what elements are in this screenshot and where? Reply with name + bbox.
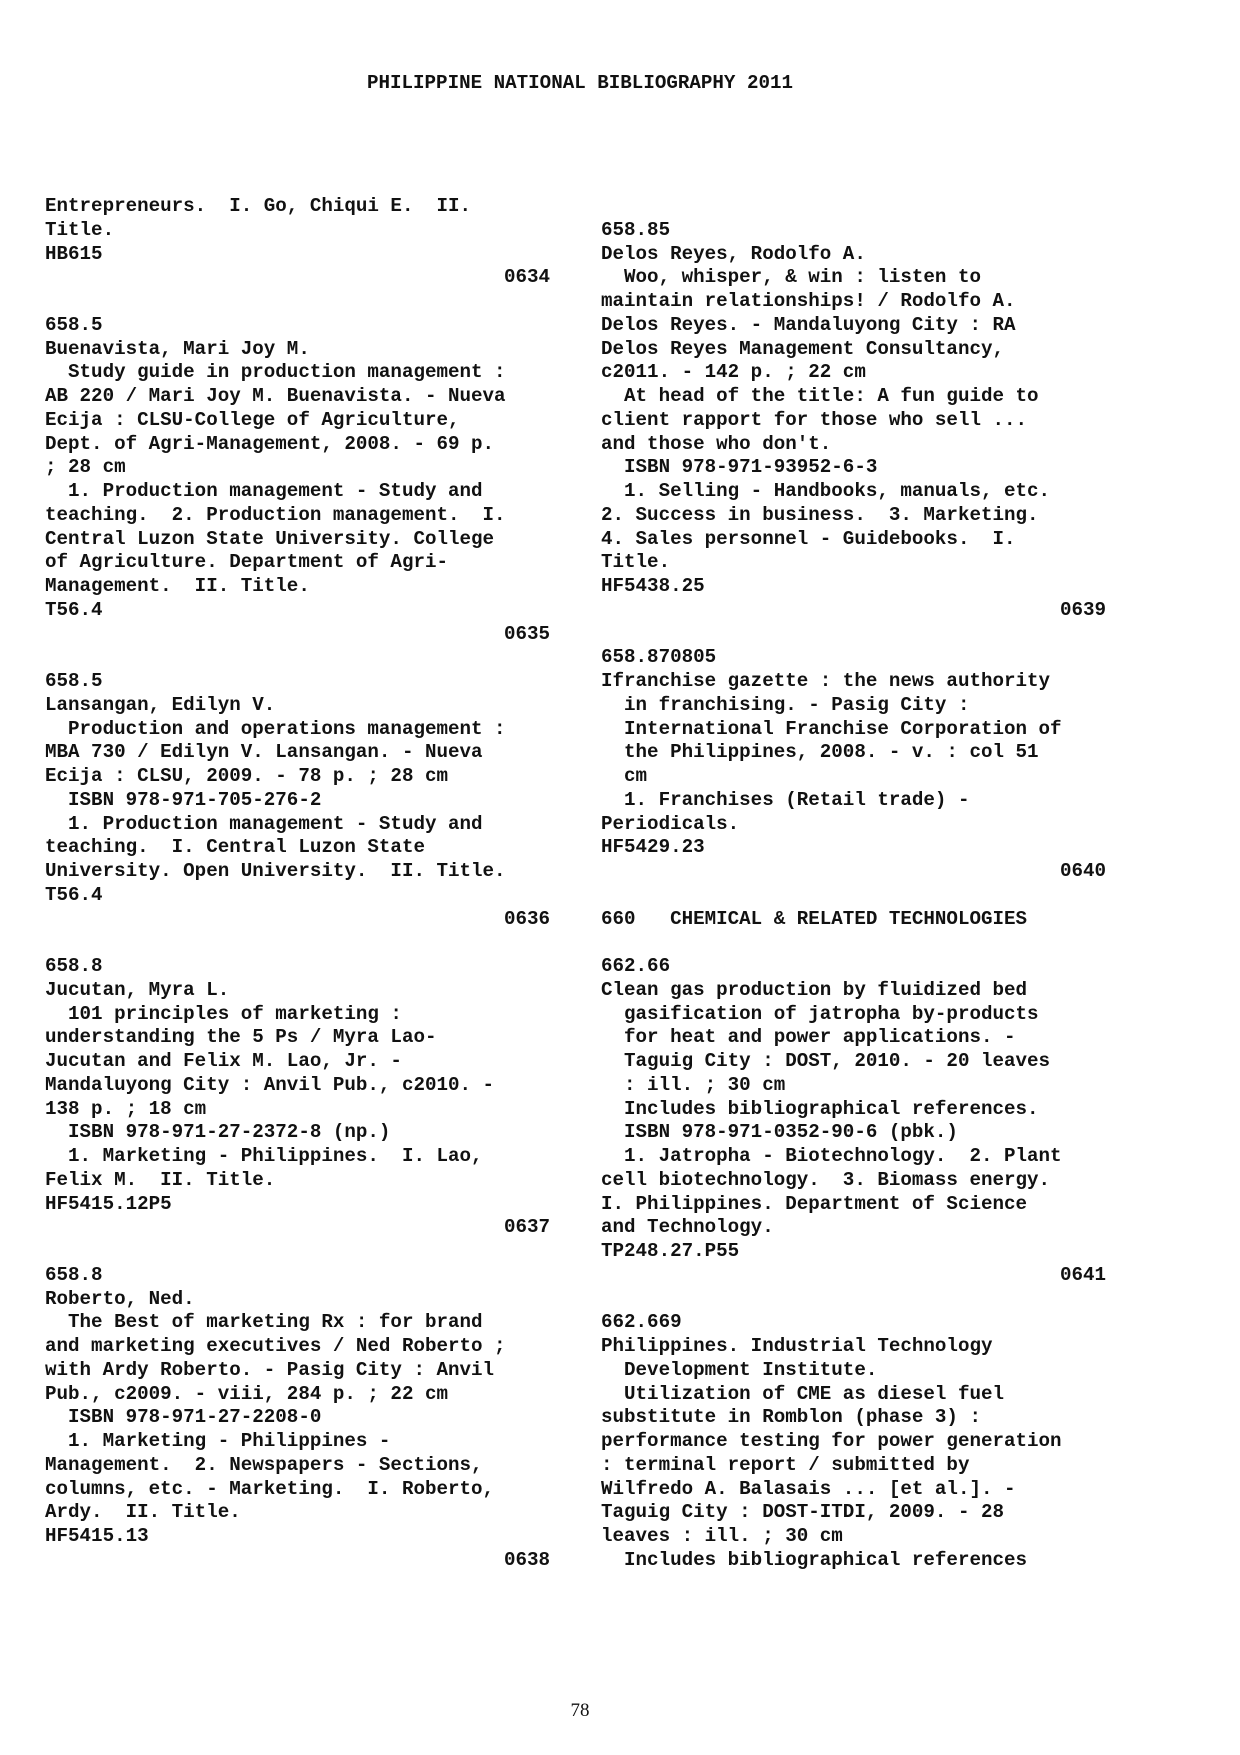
page-number: 78 — [570, 1700, 590, 1721]
text-line: Clean gas production by fluidized bed — [601, 978, 1028, 1001]
text-line: Jucutan and Felix M. Lao, Jr. - — [45, 1050, 402, 1072]
text-line: client rapport for those who sell ... — [601, 408, 1028, 431]
text-line: Jucutan, Myra L. — [45, 978, 230, 1001]
text-line: c2011. - 142 p. ; 22 cm — [601, 361, 866, 384]
text-line: Management. 2. Newspapers - Sections, — [45, 1453, 483, 1476]
text-line: cm — [601, 765, 648, 787]
entry-number: 0639 — [1059, 598, 1106, 621]
text-line: At head of the title: A fun guide to — [601, 385, 1039, 407]
text-line: and those who don't. — [601, 432, 832, 455]
text-line: the Philippines, 2008. - v. : col 51 — [601, 741, 1039, 764]
text-line — [601, 195, 1106, 219]
text-line: 1. Marketing - Philippines - — [45, 1430, 391, 1452]
text-line: HF5415.13 — [45, 1525, 149, 1547]
text-line: ISBN 978-971-27-2208-0 — [45, 1406, 322, 1429]
entry-number: 0637 — [503, 1216, 550, 1239]
text-line: maintain relationships! / Rodolfo A. — [601, 290, 1016, 312]
text-line: Wilfredo A. Balasais ... [et al.]. - — [601, 1477, 1016, 1500]
text-line: Ifranchise gazette : the news authority — [601, 670, 1051, 692]
text-line: T56.4 — [45, 598, 103, 621]
text-line: teaching. 2. Production management. I. — [45, 503, 506, 526]
text-line: in franchising. - Pasig City : — [601, 693, 970, 716]
text-line: Ardy. II. Title. — [45, 1501, 241, 1524]
text-line: 658.5 — [45, 313, 103, 336]
entry-number: 0641 — [1059, 1263, 1106, 1286]
text-line: 660 CHEMICAL & RELATED TECHNOLOGIES — [601, 907, 1028, 930]
text-line: Taguig City : DOST, 2010. - 20 leaves — [601, 1050, 1051, 1072]
text-line: Philippines. Industrial Technology — [601, 1335, 993, 1357]
text-line: columns, etc. - Marketing. I. Roberto, — [45, 1477, 495, 1500]
text-line: 4. Sales personnel - Guidebooks. I. — [601, 527, 1016, 550]
text-line: Pub., c2009. - viii, 284 p. ; 22 cm — [45, 1382, 449, 1405]
text-line: : ill. ; 30 cm — [601, 1073, 786, 1096]
text-line: 658.85 — [601, 218, 671, 241]
text-line: 2. Success in business. 3. Marketing. — [601, 503, 1039, 526]
left-column — [45, 195, 550, 1573]
text-line — [45, 646, 550, 670]
text-line: ISBN 978-971-0352-90-6 (pbk.) — [601, 1121, 958, 1144]
text-line: 658.8 — [45, 1263, 103, 1286]
text-line: Includes bibliographical references — [601, 1548, 1028, 1571]
text-line: : terminal report / submitted by — [601, 1453, 970, 1476]
text-line: 1. Jatropha - Biotechnology. 2. Plant — [601, 1145, 1062, 1167]
text-line: and Technology. — [601, 1216, 774, 1239]
text-line: HF5415.12P5 — [45, 1192, 172, 1215]
text-line: Utilization of CME as diesel fuel — [601, 1382, 1005, 1405]
text-line: substitute in Romblon (phase 3) : — [601, 1406, 981, 1429]
text-line: HF5438.25 — [601, 575, 705, 597]
text-line: Dept. of Agri-Management, 2008. - 69 p. — [45, 432, 495, 455]
page-title: PHILIPPINE NATIONAL BIBLIOGRAPHY 2011 — [366, 72, 794, 94]
text-line: Taguig City : DOST-ITDI, 2009. - 28 — [601, 1501, 1005, 1524]
text-line: Roberto, Ned. — [45, 1287, 195, 1310]
text-line: ISBN 978-971-705-276-2 — [45, 788, 322, 811]
entry-number: 0635 — [503, 622, 550, 645]
text-line: Delos Reyes Management Consultancy, — [601, 337, 1005, 360]
text-line — [45, 1240, 550, 1264]
text-line: International Franchise Corporation of — [601, 717, 1062, 740]
text-line: leaves : ill. ; 30 cm — [601, 1525, 843, 1547]
text-line: 1. Production management - Study and — [45, 812, 483, 835]
text-line: T56.4 — [45, 883, 103, 906]
text-line: Study guide in production management : — [45, 361, 506, 384]
text-line: Title. — [601, 551, 671, 574]
text-line: 138 p. ; 18 cm — [45, 1097, 207, 1120]
text-line: ISBN 978-971-93952-6-3 — [601, 456, 878, 479]
text-line — [45, 290, 550, 314]
text-line: Entrepreneurs. I. Go, Chiqui E. II. — [45, 195, 472, 217]
text-line: and marketing executives / Ned Roberto ; — [45, 1335, 506, 1357]
entry-number: 0634 — [503, 266, 550, 289]
text-line: understanding the 5 Ps / Myra Lao- — [45, 1026, 437, 1049]
text-line: for heat and power applications. - — [601, 1026, 1016, 1049]
text-line: with Ardy Roberto. - Pasig City : Anvil — [45, 1358, 495, 1381]
text-line: Lansangan, Edilyn V. — [45, 693, 276, 716]
text-line: 662.66 — [601, 955, 671, 977]
entry-number: 0640 — [1059, 860, 1106, 882]
text-line: teaching. I. Central Luzon State — [45, 836, 425, 859]
right-column — [601, 195, 1106, 1573]
text-line: Title. — [45, 218, 115, 241]
entry-number: 0638 — [503, 1548, 550, 1571]
text-line — [45, 931, 550, 955]
text-line: Buenavista, Mari Joy M. — [45, 337, 310, 360]
text-line: performance testing for power generation — [601, 1430, 1062, 1452]
text-line: 658.8 — [45, 955, 103, 977]
text-line: 662.669 — [601, 1311, 682, 1334]
text-line: 1. Production management - Study and — [45, 480, 483, 502]
text-line: ISBN 978-971-27-2372-8 (np.) — [45, 1121, 391, 1144]
text-line: Mandaluyong City : Anvil Pub., c2010. - — [45, 1073, 495, 1096]
text-line: 658.870805 — [601, 646, 717, 669]
text-line: ; 28 cm — [45, 456, 126, 479]
text-line: of Agriculture. Department of Agri- — [45, 551, 449, 574]
text-line: HF5429.23 — [601, 836, 705, 859]
text-line: Includes bibliographical references. — [601, 1097, 1039, 1120]
text-line: MBA 730 / Edilyn V. Lansangan. - Nueva — [45, 741, 483, 764]
text-line: University. Open University. II. Title. — [45, 860, 506, 882]
text-line: gasification of jatropha by-products — [601, 1002, 1039, 1025]
text-line: AB 220 / Mari Joy M. Buenavista. - Nueva — [45, 385, 506, 407]
text-line — [601, 623, 1106, 647]
text-line: The Best of marketing Rx : for brand — [45, 1311, 483, 1334]
text-line — [601, 1288, 1106, 1312]
text-line — [601, 884, 1106, 908]
text-line: HB615 — [45, 242, 103, 265]
entry-number: 0636 — [503, 907, 550, 930]
text-line — [601, 931, 1106, 955]
text-line: Ecija : CLSU-College of Agriculture, — [45, 408, 460, 431]
text-line: Delos Reyes. - Mandaluyong City : RA — [601, 313, 1016, 336]
text-line: 1. Franchises (Retail trade) - — [601, 788, 970, 811]
text-line: Felix M. II. Title. — [45, 1168, 276, 1191]
text-line: Development Institute. — [601, 1358, 878, 1381]
text-line: Production and operations management : — [45, 717, 506, 740]
text-line: Delos Reyes, Rodolfo A. — [601, 242, 866, 265]
text-line: Periodicals. — [601, 812, 740, 835]
text-line: 101 principles of marketing : — [45, 1002, 402, 1025]
text-line: TP248.27.P55 — [601, 1240, 740, 1262]
text-line: Management. II. Title. — [45, 575, 310, 597]
text-line: Woo, whisper, & win : listen to — [601, 266, 981, 289]
text-line: 658.5 — [45, 670, 103, 692]
text-line: 1. Marketing - Philippines. I. Lao, — [45, 1145, 483, 1167]
text-line: Ecija : CLSU, 2009. - 78 p. ; 28 cm — [45, 765, 449, 787]
text-line: Central Luzon State University. College — [45, 527, 495, 550]
text-line: cell biotechnology. 3. Biomass energy. — [601, 1168, 1051, 1191]
text-line: I. Philippines. Department of Science — [601, 1192, 1028, 1215]
text-line: 1. Selling - Handbooks, manuals, etc. — [601, 480, 1051, 502]
